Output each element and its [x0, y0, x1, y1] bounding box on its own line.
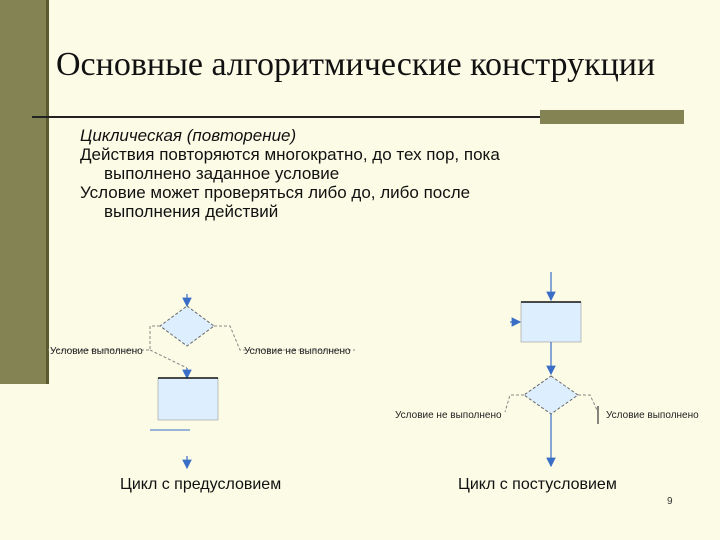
- body-heading: Циклическая (повторение): [80, 126, 297, 145]
- post-loop-diagram: [395, 272, 699, 466]
- post-body-block: [521, 302, 581, 342]
- pre-label-true: Условие выполнено: [50, 346, 143, 357]
- body-line-1a: Действия повторяются многократно, до тех пор, пока: [80, 145, 500, 164]
- post-condition-diamond: [524, 376, 578, 414]
- post-false-branch: [505, 395, 524, 412]
- pre-label-false: Условие не выполнено: [244, 346, 351, 357]
- slide-title: Основные алгоритмические конструкции: [56, 46, 656, 83]
- post-label-false: Условие не выполнено: [395, 410, 502, 421]
- pre-loop-diagram: [48, 294, 355, 468]
- post-true-branch: [578, 395, 598, 412]
- body-line-1b: выполнено заданное условие: [104, 164, 340, 183]
- pre-body-block: [158, 378, 218, 420]
- page-number: 9: [667, 496, 673, 507]
- post-loop-caption: Цикл с постусловием: [458, 476, 617, 493]
- body-line-2b: выполнения действий: [104, 202, 279, 221]
- pre-condition-diamond: [160, 306, 214, 346]
- pre-loop-caption: Цикл с предусловием: [120, 476, 282, 493]
- post-label-true: Условие выполнено: [606, 410, 699, 421]
- body-line-2a: Условие может проверяться либо до, либо после: [80, 183, 471, 202]
- pre-flow-line: [150, 350, 187, 368]
